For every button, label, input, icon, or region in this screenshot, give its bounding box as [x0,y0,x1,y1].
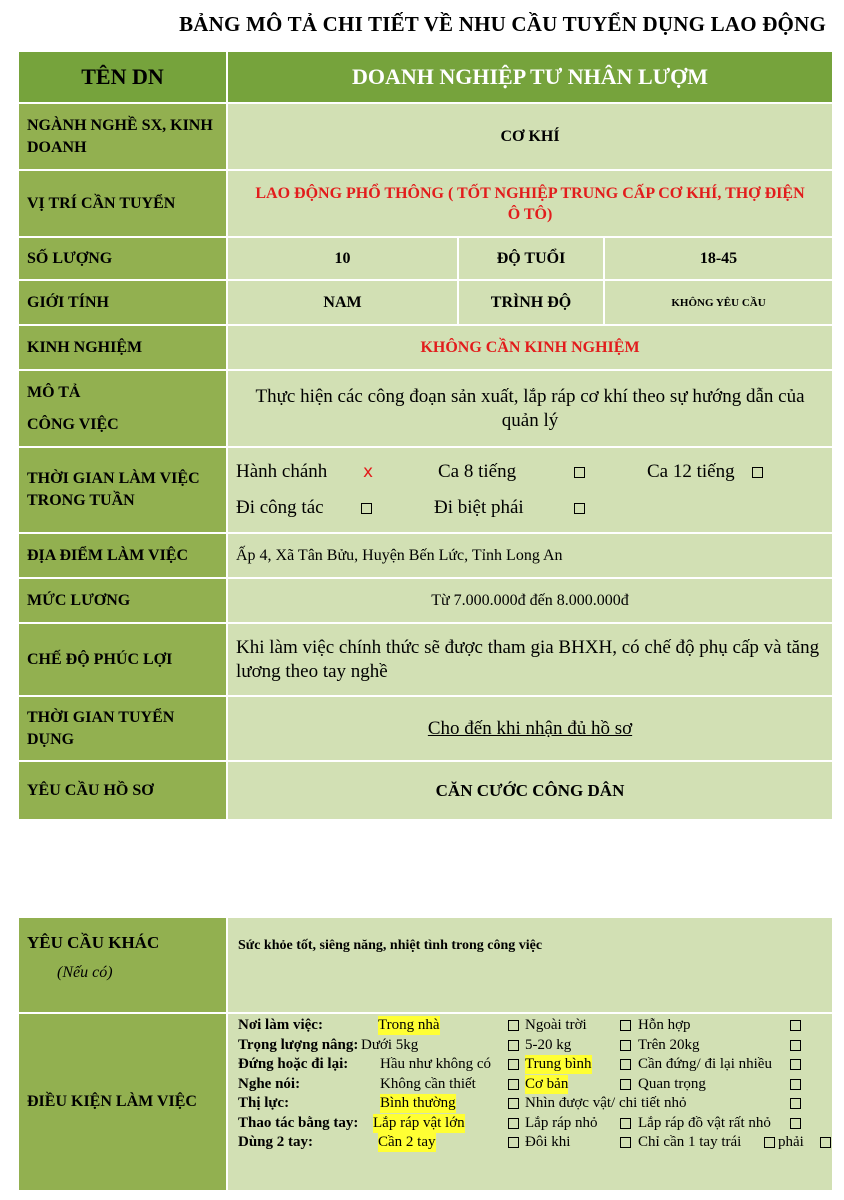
condition-option-3-checkbox[interactable] [790,1059,801,1070]
experience-value: KHÔNG CẦN KINH NGHIỆM [227,325,833,370]
condition-option-3-checkbox[interactable] [790,1079,801,1090]
condition-option-1: Hầu như không có [380,1056,492,1072]
job-desc-label-line2: CÔNG VIỆC [27,415,119,433]
other-requirements-table [17,916,834,1192]
condition-option-2-checkbox[interactable] [620,1118,631,1129]
condition-name: Thị lực: [238,1095,290,1111]
schedule-secondment: Đi biệt phái [434,497,524,518]
conditions-grid [228,1014,832,1190]
condition-name: Dùng 2 tay: [238,1134,314,1150]
condition-option-3: Cần đứng/ đi lại nhiều [638,1056,772,1072]
other-note: (Nếu có) [57,964,113,981]
documents-value: CĂN CƯỚC CÔNG DÂN [227,761,833,820]
schedule-label: THỜI GIAN LÀM VIỆC TRONG TUẦN [18,447,227,533]
location-value: Ấp 4, Xã Tân Bửu, Huyện Bến Lức, Tỉnh Long An [227,533,833,578]
condition-option-2: Trung bình [525,1056,592,1072]
age-label: ĐỘ TUỔI [458,237,604,280]
condition-option-1: Không cần thiết [380,1075,476,1092]
quantity-label: SỐ LƯỢNG [18,237,227,280]
position-value: LAO ĐỘNG PHỔ THÔNG ( TỐT NGHIỆP TRUNG CẤP CƠ KHÍ, THỢ ĐIỆN Ô TÔ) [227,170,833,237]
condition-option-1: Lắp ráp vật lớn [373,1114,465,1131]
condition-option-2-checkbox[interactable] [620,1137,631,1148]
condition-option-1: Dưới 5kg [361,1036,419,1053]
condition-option-3-checkbox[interactable] [790,1020,801,1031]
industry-label: NGÀNH NGHỀ SX, KINH DOANH [18,103,227,170]
recruit-time-value: Cho đến khi nhận đủ hồ sơ [227,696,833,761]
condition-option-2-checkbox[interactable] [620,1020,631,1031]
salary-label: MỨC LƯƠNG [18,578,227,623]
condition-option-2: Đôi khi [525,1134,571,1150]
recruitment-table [17,50,834,821]
condition-option-3-checkbox[interactable] [790,1040,801,1051]
document-title: BẢNG MÔ TẢ CHI TIẾT VỀ NHU CẦU TUYỂN DỤNG LAO ĐỘNG [179,12,826,36]
age-value: 18-45 [604,237,833,280]
condition-name: Nghe nói: [238,1075,301,1092]
job-desc-label-line1: MÔ TẢ [27,383,81,401]
condition-option-1-checkbox[interactable] [508,1118,519,1129]
benefits-value: Khi làm việc chính thức sẽ được tham gia BHXH, có chế độ phụ cấp và tăng lương theo tay nghề [227,623,833,696]
condition-option-2: Cơ bản [525,1075,569,1092]
condition-name: Đứng hoặc đi lại: [238,1056,349,1072]
business-trip-checkbox[interactable] [361,503,372,514]
condition-option-1-checkbox[interactable] [508,1040,519,1051]
schedule-shift8: Ca 8 tiếng [438,461,517,482]
position-label: VỊ TRÍ CẦN TUYỂN [18,170,227,237]
condition-option-2: Nhìn được vật/ chi tiết nhỏ [525,1095,687,1111]
condition-option-2: 5-20 kg [525,1036,572,1053]
education-label: TRÌNH ĐỘ [458,280,604,325]
condition-name: Thao tác bằng tay: [238,1114,359,1131]
schedule-office-checked-x[interactable]: x [363,462,374,482]
industry-value: CƠ KHÍ [227,103,833,170]
schedule-options [227,447,833,533]
job-desc-label [18,370,227,447]
quantity-value: 10 [227,237,458,280]
condition-option-2-checkbox[interactable] [620,1059,631,1070]
other-label-cell [18,917,227,1013]
condition-option-3: Quan trọng [638,1075,706,1092]
company-name-value: DOANH NGHIỆP TƯ NHÂN LƯỢM [227,51,833,103]
documents-label: YÊU CẦU HỒ SƠ [18,761,227,820]
condition-option-1-checkbox[interactable] [508,1020,519,1031]
condition-option-4: phải [778,1134,804,1150]
experience-label: KINH NGHIỆM [18,325,227,370]
condition-option-2-checkbox[interactable] [620,1079,631,1090]
condition-option-1: Bình thường [380,1095,456,1111]
condition-option-3: Hỗn hợp [638,1017,691,1033]
condition-option-2-checkbox[interactable] [620,1040,631,1051]
education-value: KHÔNG YÊU CẦU [604,280,833,325]
location-label: ĐỊA ĐIỂM LÀM VIỆC [18,533,227,578]
condition-option-4-checkbox[interactable] [820,1137,831,1148]
secondment-checkbox[interactable] [574,503,585,514]
shift12-checkbox[interactable] [752,467,763,478]
condition-option-1: Trong nhà [378,1017,440,1033]
schedule-business-trip: Đi công tác [236,497,324,518]
condition-name: Trọng lượng nâng: [238,1036,359,1053]
condition-option-1-checkbox[interactable] [508,1079,519,1090]
condition-option-1-checkbox[interactable] [508,1059,519,1070]
condition-option-1-checkbox[interactable] [508,1098,519,1109]
conditions-label: ĐIỀU KIỆN LÀM VIỆC [18,1013,227,1191]
condition-option-3-checkbox[interactable] [790,1118,801,1129]
condition-option-3: Lắp ráp đồ vật rất nhỏ [638,1114,771,1131]
condition-option-2: Lắp ráp nhỏ [525,1114,598,1131]
gender-label: GIỚI TÍNH [18,280,227,325]
schedule-office: Hành chánh [236,461,328,482]
schedule-shift12: Ca 12 tiếng [647,461,735,482]
condition-option-1-checkbox[interactable] [508,1137,519,1148]
gender-value: NAM [227,280,458,325]
condition-option-1: Cần 2 tay [378,1134,436,1150]
shift8-checkbox[interactable] [574,467,585,478]
condition-option-3-checkbox[interactable] [764,1137,775,1148]
conditions-cell [227,1013,833,1191]
recruit-time-label: THỜI GIAN TUYỂN DỤNG [18,696,227,761]
benefits-label: CHẾ ĐỘ PHÚC LỢI [18,623,227,696]
condition-option-3: Trên 20kg [638,1036,700,1053]
condition-option-2: Ngoài trời [525,1017,587,1033]
other-label: YÊU CẦU KHÁC [27,933,160,952]
job-desc-value: Thực hiện các công đoạn sản xuất, lắp ráp cơ khí theo sự hướng dẫn của quản lý [227,370,833,447]
salary-value: Từ 7.000.000đ đến 8.000.000đ [227,578,833,623]
condition-option-3: Chỉ cần 1 tay trái [638,1134,742,1150]
condition-option-3-checkbox[interactable] [790,1098,801,1109]
condition-name: Nơi làm việc: [238,1017,323,1033]
other-value: Sức khỏe tốt, siêng năng, nhiệt tình trong công việc [227,917,833,1013]
company-name-label: TÊN DN [18,51,227,103]
